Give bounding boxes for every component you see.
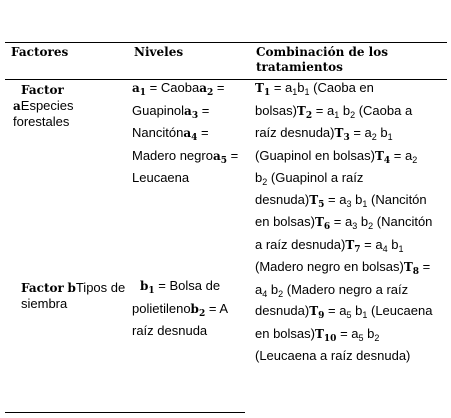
factor-a-letter: a (13, 99, 21, 113)
treatment-code: $T_6$ (314, 215, 331, 232)
treatment-combo: $a_4$ $b_2$ (255, 281, 284, 299)
factor-a-levels (132, 77, 252, 189)
treatment-8: $T_8 = a_4$ $b_2$ (Madero negro a raíz desnuda) (255, 259, 431, 318)
treatment-number: 9 (318, 311, 325, 321)
treatment-number: 1 (263, 88, 271, 98)
factor-b-letter: b (67, 281, 76, 295)
treatment-10: $T_{10} = a_5$ $b_2$ (Leucaena a raíz desnuda) (255, 325, 411, 363)
factor-b-level-value: Bolsa de polietileno (132, 278, 221, 316)
treatment-combo: $a_2$ $b_1$ (364, 125, 393, 142)
factor-a-name: Especies forestales (13, 98, 74, 129)
treatment-code: $T_2$ (296, 103, 313, 121)
treatment-desc: (Madero negro en bolsas) (255, 259, 404, 274)
treatment-code: $T_{10}$ (314, 326, 337, 344)
factor-a-level-sub: 1 (139, 88, 147, 98)
treatment-combo-sub: 2 (374, 332, 380, 343)
treatment-number: 2 (305, 110, 313, 121)
treatment-combo: $a_1$ $b_2$ (326, 102, 356, 120)
treatment-code: $T_3$ (334, 126, 350, 143)
treatment-code: $T_5$ (309, 192, 325, 210)
factor-a-level-value: Madero negro (132, 147, 213, 163)
treatment-combo-sub: 3 (352, 221, 358, 231)
factor-b-tag: Factor (21, 281, 64, 295)
factor-a-level-value: Guapinol (132, 102, 185, 118)
factor-a-level-code: $a_1$ (132, 81, 147, 98)
treatment-combo: $a_1b_1$ (285, 80, 310, 97)
factor-a-level-sub: 4 (191, 133, 198, 143)
factor-a-level-sub: 5 (220, 155, 227, 166)
factor-b-levels (132, 275, 252, 342)
factor-a-level-eq: = (198, 102, 210, 118)
factor-b-level-sub: 1 (148, 286, 155, 296)
treatment-desc: (Guapinol a raíz desnuda) (255, 170, 364, 207)
factor-b-level-code: $b_1$ (140, 279, 155, 296)
treatment-combo-sub: 2 (371, 132, 377, 142)
treatment-3: $T_3 = a_2$ $b_1$ (Guapinol en bolsas) (255, 125, 393, 163)
treatment-2: $T_2 = a_1$ $b_2$ (Caoba a raíz desnuda) (255, 102, 413, 140)
factor-b-label (13, 280, 131, 312)
treatment-code: $T_8$ (403, 260, 420, 277)
treatment-combo: $a_5$ $b_2$ (351, 325, 380, 343)
top-rule (5, 42, 447, 43)
treatment-combo: $a_3$ $b_1$ (339, 191, 368, 209)
treatment-combo-sub: 1 (362, 198, 368, 209)
treatment-combo-sub: 2 (368, 221, 374, 231)
treatment-combo-sub: 5 (358, 332, 364, 343)
factor-a-level-code: $a_2$ (199, 81, 214, 98)
treatments-list (255, 77, 433, 367)
treatment-9: $T_9 = a_5$ $b_1$ (Leucaena en bolsas) (255, 303, 433, 341)
treatment-combo-sub: 2 (262, 177, 268, 187)
treatment-number: 6 (323, 222, 331, 232)
treatment-combo-sub: 1 (292, 87, 298, 97)
treatment-code: $T_9$ (309, 304, 325, 321)
treatment-combo: $a_2$ $b_2$ (255, 147, 418, 187)
header-factores: Factores (11, 45, 69, 59)
treatment-number: 5 (318, 199, 325, 210)
treatment-code: $T_4$ (374, 148, 391, 166)
treatment-combo-sub: 1 (398, 243, 404, 254)
treatment-combo-sub: 1 (334, 109, 340, 120)
treatment-desc: (Caoba a raíz desnuda) (255, 102, 413, 140)
factor-a-level-code: $a_4$ (183, 126, 198, 143)
treatment-combo: $a_3$ $b_2$ (345, 214, 374, 231)
bottom-rule (5, 412, 245, 413)
treatment-combo-sub: 1 (362, 310, 368, 320)
treatment-combo-sub: 1 (304, 87, 310, 97)
factor-a-level-eq: = (227, 147, 239, 163)
treatment-desc: (Nancitón en bolsas) (255, 191, 427, 229)
factor-a-level-value: Nancitón (132, 125, 184, 140)
treatment-desc: (Caoba en bolsas) (255, 80, 374, 118)
factor-a-level-sub: 2 (206, 88, 214, 98)
factor-a-label (13, 82, 131, 130)
treatment-desc: (Leucaena en bolsas) (255, 303, 433, 341)
treatment-1: $T_1 = a_1b_1$ (Caoba en bolsas) (255, 80, 374, 118)
treatment-desc: (Nancitón a raíz desnuda) (255, 214, 433, 252)
treatment-number: 3 (343, 133, 350, 143)
factor-a-level-eq: = (197, 125, 209, 140)
treatment-4: $T_4 = a_2$ $b_2$ (Guapinol a raíz desnuda) (255, 147, 418, 207)
factor-a-tag: Factor (21, 83, 64, 97)
treatment-combo: $a_5$ $b_1$ (339, 303, 368, 320)
header-niveles: Niveles (134, 45, 184, 59)
treatment-5: $T_5 = a_3$ $b_1$ (Nancitón en bolsas) (255, 191, 427, 229)
treatment-combo-sub: 2 (278, 288, 284, 299)
treatment-combo: $a_4$ $b_1$ (375, 236, 404, 254)
treatment-number: 7 (354, 244, 361, 255)
treatment-desc: (Leucaena a raíz desnuda) (255, 348, 411, 363)
header-combinacion: Combinación de los tratamientos (256, 45, 388, 74)
factor-b-level-value: A raíz desnuda (132, 300, 228, 338)
factor-b-level-code: $b_2$ (190, 301, 206, 319)
treatment-combo-sub: 2 (350, 109, 356, 120)
treatment-6: $T_6 = a_3$ $b_2$ (Nancitón a raíz desnuda) (255, 214, 433, 252)
treatment-desc: (Madero negro a raíz desnuda) (255, 281, 409, 318)
treatment-code: $T_7$ (345, 237, 361, 255)
treatment-code: $T_1$ (255, 81, 271, 98)
factor-b-level-eq: = (154, 278, 170, 293)
treatment-number: 4 (383, 155, 391, 166)
treatment-number: 8 (412, 267, 420, 277)
factor-a-level-code: $a_5$ (212, 148, 227, 166)
treatment-combo-sub: 5 (346, 310, 352, 320)
treatment-combo-sub: 3 (346, 198, 352, 209)
treatment-combo-sub: 4 (382, 243, 388, 254)
treatment-combo-sub: 4 (262, 288, 268, 299)
factor-a-level-eq: = (213, 80, 225, 95)
factor-b-name: Tipos de siembra (21, 280, 126, 311)
factor-a-level-sub: 3 (191, 110, 199, 121)
treatment-combo-sub: 1 (387, 132, 393, 142)
treatment-combo-sub: 2 (412, 154, 418, 165)
factor-a-level-value: Leucaena (132, 170, 190, 185)
factor-a-level-eq: = (146, 80, 161, 95)
factor-a-level-code: $a_3$ (184, 103, 199, 121)
treatment-number: 10 (323, 333, 337, 344)
factor-b-level-sub: 2 (198, 308, 206, 319)
treatment-7: $T_7 = a_4$ $b_1$ (Madero negro en bolsas) (255, 236, 404, 274)
factor-b-level-eq: = (205, 300, 220, 316)
factor-a-level-1 (132, 80, 200, 98)
factor-a-level-value: Caoba (160, 80, 200, 95)
treatment-desc: (Guapinol en bolsas) (255, 147, 375, 163)
